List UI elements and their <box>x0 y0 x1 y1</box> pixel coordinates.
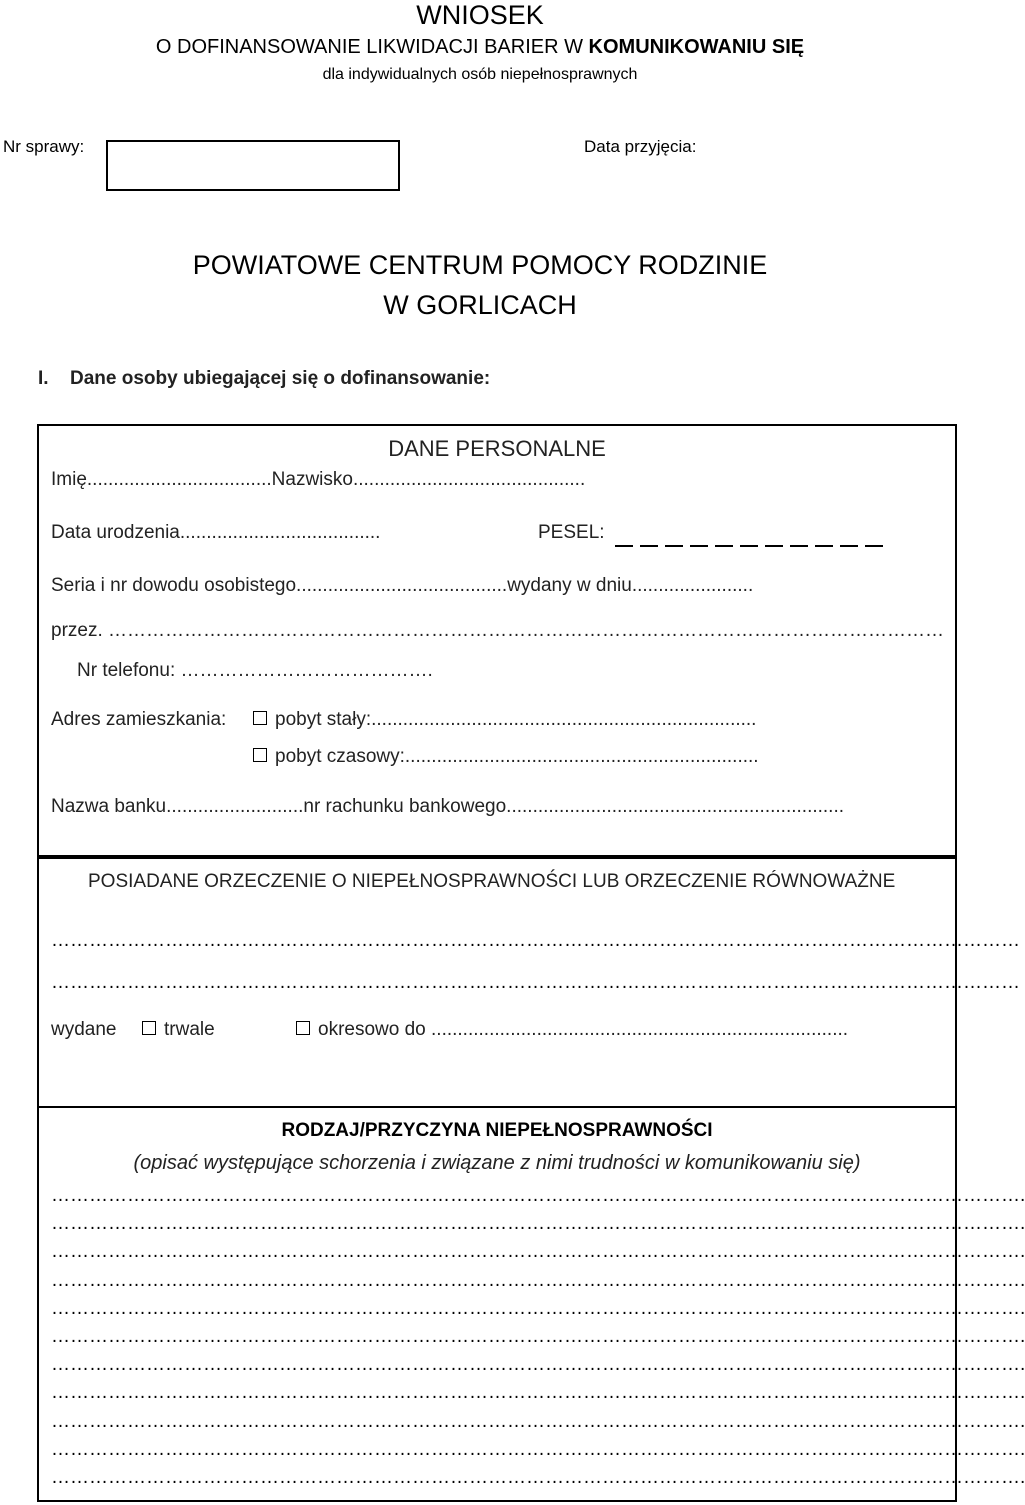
certificate-line-1[interactable]: ……………………………………………………………………………………………………………………………………… <box>51 930 1020 951</box>
disability-line[interactable]: ………………………………………………………………………………………………………………………………………. <box>51 1326 1025 1347</box>
pesel-digit-slot[interactable] <box>815 535 833 547</box>
receipt-date-label: Data przyjęcia: <box>584 137 697 156</box>
form-subtitle-small: dla indywidualnych osób niepełnosprawnych <box>322 66 638 83</box>
disability-line[interactable]: ………………………………………………………………………………………………………………………………………. <box>51 1213 1025 1235</box>
case-number-box[interactable] <box>106 140 400 191</box>
case-number-label: Nr sprawy: <box>3 137 85 156</box>
disability-heading: RODZAJ/PRZYCZYNA NIEPEŁNOSPRAWNOŚCI <box>281 1120 713 1141</box>
institution-name-line1: POWIATOWE CENTRUM POMOCY RODZINIE <box>192 250 768 280</box>
periodic-certificate-checkbox[interactable] <box>296 1021 310 1035</box>
pesel-digit-slot[interactable] <box>790 535 808 547</box>
pesel-digit-slot[interactable] <box>665 535 683 547</box>
disability-line[interactable]: ………………………………………………………………………………………………………………………………………. <box>51 1354 1025 1376</box>
institution-name-line2: W GORLICACH <box>383 290 577 320</box>
issued-label: wydane <box>51 1019 117 1040</box>
birth-date-field[interactable]: Data urodzenia...................................... <box>51 522 381 543</box>
disability-line[interactable]: ………………………………………………………………………………………………………………………………………. <box>51 1185 1025 1206</box>
permanent-residence-label: pobyt stały:......................................................................... <box>275 709 757 730</box>
periodic-certificate-option[interactable] <box>296 1019 848 1041</box>
certificate-heading: POSIADANE ORZECZENIE O NIEPEŁNOSPRAWNOŚCI LUB ORZECZENIE RÓWNOWAŻNE <box>88 871 896 892</box>
address-label: Adres zamieszkania: <box>51 709 227 730</box>
form-subtitle <box>0 36 960 59</box>
issued-by-field[interactable]: przez. …………………………………………………………………………………………………………………… <box>51 620 945 641</box>
certificate-line-2[interactable]: ……………………………………………………………………………………………………………………………………… <box>51 972 1020 993</box>
permanent-certificate-checkbox[interactable] <box>142 1021 156 1035</box>
pesel-input[interactable] <box>615 534 890 552</box>
disability-line[interactable]: ………………………………………………………………………………………………………………………………………. <box>51 1382 1025 1404</box>
permanent-residence-option[interactable] <box>253 709 756 731</box>
pesel-digit-slot[interactable] <box>840 535 858 547</box>
disability-line[interactable]: ………………………………………………………………………………………………………………………………………. <box>51 1241 1025 1263</box>
temporary-residence-label: pobyt czasowy:................................................................... <box>275 746 759 767</box>
pesel-digit-slot[interactable] <box>640 535 658 547</box>
disability-line[interactable]: ………………………………………………………………………………………………………………………………………. <box>51 1269 1025 1291</box>
temporary-residence-option[interactable] <box>253 746 759 768</box>
pesel-digit-slot[interactable] <box>715 535 733 547</box>
section-1-heading <box>38 368 490 390</box>
pesel-digit-slot[interactable] <box>740 535 758 547</box>
pesel-digit-slot[interactable] <box>615 535 633 547</box>
form-title: WNIOSEK <box>416 0 544 30</box>
disability-line[interactable]: ………………………………………………………………………………………………………………………………………. <box>51 1410 1025 1432</box>
personal-data-heading: DANE PERSONALNE <box>388 436 606 461</box>
periodic-certificate-label: okresowo do ............................................................................... <box>318 1019 849 1040</box>
section-title: Dane osoby ubiegającej się o dofinansowanie: <box>70 368 491 389</box>
temporary-residence-checkbox[interactable] <box>253 748 267 762</box>
permanent-certificate-option[interactable] <box>142 1019 215 1041</box>
subtitle-bold: KOMUNIKOWANIU SIĘ <box>588 36 805 58</box>
pesel-digit-slot[interactable] <box>690 535 708 547</box>
disability-line[interactable]: ………………………………………………………………………………………………………………………………………. <box>51 1438 1025 1460</box>
subtitle-prefix: O DOFINANSOWANIE LIKWIDACJI BARIER W <box>155 36 583 58</box>
disability-line[interactable]: ………………………………………………………………………………………………………………………………………. <box>51 1467 1025 1488</box>
pesel-digit-slot[interactable] <box>765 535 783 547</box>
section-number: I. <box>38 368 49 389</box>
disability-line[interactable]: ………………………………………………………………………………………………………………………………………. <box>51 1297 1025 1319</box>
pesel-label: PESEL: <box>538 522 605 543</box>
permanent-residence-checkbox[interactable] <box>253 711 267 725</box>
permanent-certificate-label: trwale <box>164 1019 215 1040</box>
id-card-field[interactable]: Seria i nr dowodu osobistego........................................wydany w dniu....................... <box>51 575 754 596</box>
pesel-digit-slot[interactable] <box>865 535 883 547</box>
name-surname-field[interactable]: Imię...................................Nazwisko............................................ <box>51 469 586 490</box>
disability-instruction: (opisać występujące schorzenia i związane z nimi trudności w komunikowaniu się) <box>133 1152 861 1174</box>
phone-field[interactable]: Nr telefonu: …………………………………. <box>77 660 433 681</box>
bank-field[interactable]: Nazwa banku..........................nr rachunku bankowego................................................................ <box>51 796 845 817</box>
